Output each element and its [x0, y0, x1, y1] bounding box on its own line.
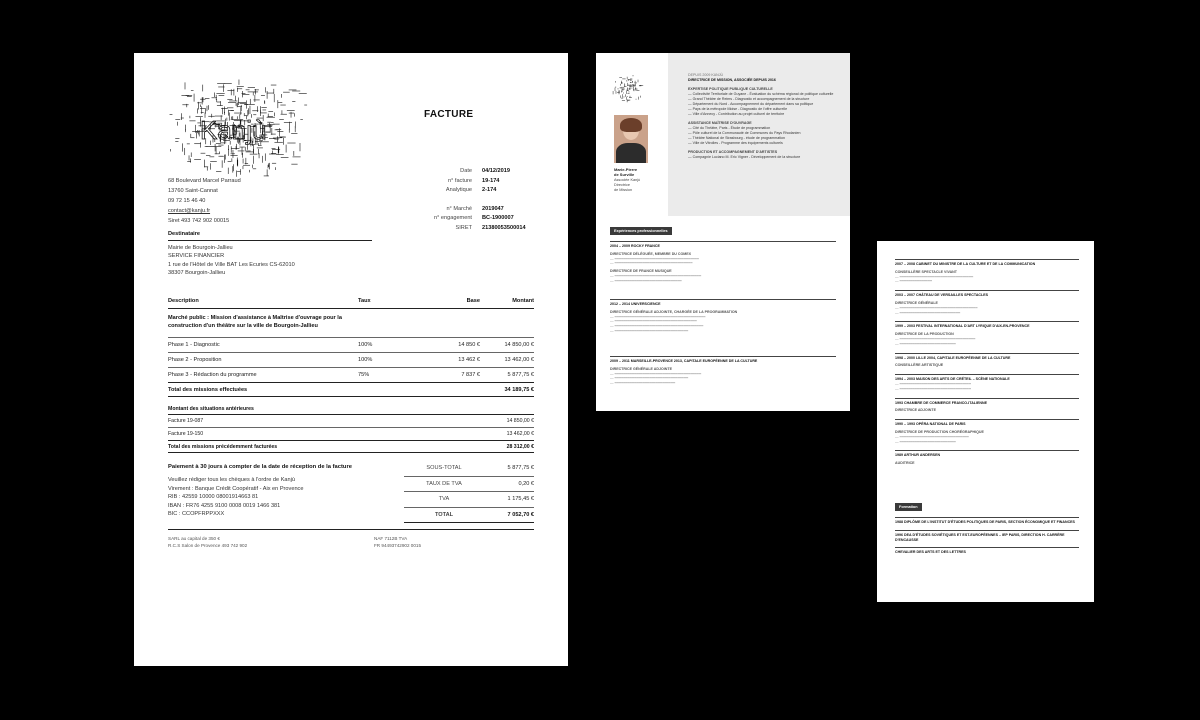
moa-item: — Théâtre National de Strasbourg - étude de programmation	[688, 136, 786, 140]
table-row: Phase 1 - Diagnostic 100% 14 850 € 14 850,00 €	[168, 337, 534, 352]
career-entry: 1998 – 2000 LILLE 2004, CAPITALE EUROPÉENNE DE LA CULTURE	[895, 353, 1079, 361]
footer-tax: NAF 7112B TVA FR 94493742902 0015	[374, 536, 421, 548]
expertise-item: — Ville d'Annecy - Contribution au projet culturel de territoire	[688, 112, 785, 116]
grand-total-row: TOTAL 7 052,70 €	[404, 508, 534, 524]
previous-title: Montant des situations antérieures	[168, 406, 254, 412]
vat-row: TVA 1 175,45 €	[404, 492, 534, 508]
moa-item: — Cité du Théâtre, Paris - Étude de programmation	[688, 126, 771, 130]
recipient-title: Destinataire	[168, 231, 201, 237]
formation-list	[895, 517, 1079, 555]
career-list: 2007 – 2008 CABINET DU MINISTRE DE LA CULTURE ET DE LA COMMUNICATION CONSEILLÈRE SPECTACLE VIVANT — ━━━━━━━━━━━━━━━━━━━━━━━━━━━━━━━━━━ — ━━━━━━━━━━━━━━━ 2003 – 2007 CHÂTEAU DE VERSAILLES SPECTACLES DIRECTRICE GÉNÉRALE — ━━━━━━━━━━━━━━━━━━━━━━━━━━━━━━━━━━━━ — ━━━━━━━━━━━━━━━━━━━━━━━━━━━━ 1999 – 2003 FESTIVAL INTERNATIONAL D'ART LYRIQUE D'AIX-EN-PROVENCE DIRECTRICE DE LA PRODUCTION — ━━━━━━━━━━━━━━━━━━━━━━━━━━━━━━━━━━━ — ━━━━━━━━━━━━━━━━━━━━━━━━━━ 1998 – 2000 LILLE 2004, CAPITALE EUROPÉENNE DE LA CULTURE CONSEILLÈRE ARTISTIQUE 1994 – 2003 MAISON DES ARTS DE CRÉTEIL – SCÈNE NATIONALE — ━━━━━━━━━━━━━━━━━━━━━━━━━━━━━━━━━ — ━━━━━━━━━━━━━━━━━━━━━━━━━━━━━━━━━ 1993 CHAMBRE DE COMMERCE FRANCO-ITALIENNE DIRECTRICE ADJOINTE 1990 – 1993 OPÉRA NATIONAL DE PARIS DIRECTRICE DE PRODUCTION CHORÉGRAPHIQUE — ━━━━━━━━━━━━━━━━━━━━━━━━━━━━━━━━ — ━━━━━━━━━━━━━━━━━━━━━━━━━━ 1989 ARTHUR ANDERSEN AUDITRICE	[895, 259, 1079, 466]
kanju-logo	[164, 73, 314, 183]
cv-page-2	[877, 241, 1094, 602]
payment-title: Paiement à 30 jours à compter de la date de réception de la facture	[168, 464, 352, 470]
items-table	[168, 296, 534, 306]
col-base: Base	[466, 298, 480, 304]
market-description: Marché public : Mission d'assistance à Maîtrise d'ouvrage pour la construction d'un théâtre sur la ville de Bourgoin-Jallieu	[168, 315, 342, 330]
formation-badge: Formation	[895, 503, 922, 511]
subtotal-row: SOUS-TOTAL 5 877,75 €	[404, 461, 534, 477]
table-row: Phase 2 - Proposition 100% 13 462 € 13 462,00 €	[168, 352, 534, 367]
table-row: Facture 19-150 13 462,00 €	[168, 427, 534, 440]
meta-analytic: Analytique 2-174	[445, 187, 497, 193]
meta-invoice-number: n° facture 19-174	[447, 177, 500, 184]
meta-market-number: n° Marché 2019047	[446, 205, 504, 212]
previous-table	[168, 414, 534, 453]
cv-page-1	[596, 53, 850, 411]
moa-title: ASSISTANCE MAÎTRISE D'OUVRAGE	[688, 121, 752, 125]
recipient-address	[168, 244, 295, 278]
col-rate: Taux	[358, 298, 371, 304]
col-description: Description	[168, 298, 199, 304]
footer-company: SARL au capital de 350 € R.C.S Salon de Provence 493 742 902	[168, 536, 248, 548]
invoice-meta	[396, 167, 526, 233]
production-title: PRODUCTION ET ACCOMPAGNEMENT D'ARTISTES	[688, 150, 778, 154]
expertise-item: — Département du Nord - Accompagnement du département dans sa politique	[688, 102, 814, 106]
career-entry: 1989 ARTHUR ANDERSEN	[895, 450, 1079, 458]
formation-entry: CHEVALIER DES ARTS ET DES LETTRES	[895, 547, 1079, 555]
job-entry: 2009 – 2011 MARSEILLE-PROVENCE 2013, CAPITALE EUROPÉENNE DE LA CULTURE DIRECTRICE GÉNÉRALE ADJOINTE — ━━━━━━━━━━━━━━━━━━━━━━━━━━━━━━━━━━━━━━━━ — ━━━━━━━━━━━━━━━━━━━━━━━━━━━━━━━━━━ — ━━━━━━━━━━━━━━━━━━━━━━━━━━━━	[610, 356, 836, 386]
formation-entry: 1996 DEA D'ÉTUDES SOVIÉTIQUES ET EST-EUROPÉENNES – IEP PARIS, DIRECTION H. CARRÈRE D'ENCAUSSE	[895, 530, 1079, 543]
formation-entry: 1988 DIPLÔME DE L'INSTITUT D'ÉTUDES POLITIQUES DE PARIS, SECTION ÉCONOMIQUE ET FINANCES	[895, 517, 1079, 525]
address-phone: 09 72 15 46 40	[168, 198, 206, 204]
sender-address	[168, 176, 241, 226]
recipient-line: Mairie de Bourgoin-Jallieu	[168, 245, 233, 251]
address-street: 68 Boulevard Marcel Parraud	[168, 178, 241, 184]
payment-line: Veuillez rédiger tous les chèques à l'ordre de Kanjù	[168, 477, 296, 483]
meta-commitment-number: n° engagement BC-1900007	[433, 215, 514, 221]
expertise-item: — Pays de la métropole lilloise - Diagnostic de l'offre culturelle	[688, 107, 788, 111]
invoice-page	[134, 53, 568, 666]
expertise-item: — Grand Théâtre de Reims - Diagnostic et accompagnement de la structure	[688, 97, 810, 101]
col-amount: Montant	[512, 298, 534, 304]
divider	[168, 308, 534, 309]
career-entry: 1999 – 2003 FESTIVAL INTERNATIONAL D'ART LYRIQUE D'AIX-EN-PROVENCE	[895, 321, 1079, 329]
career-entry: 1990 – 1993 OPÉRA NATIONAL DE PARIS	[895, 419, 1079, 427]
career-entry: 2007 – 2008 CABINET DU MINISTRE DE LA CULTURE ET DE LA COMMUNICATION	[895, 259, 1079, 267]
address-email-link[interactable]: contact@kanju.fr	[168, 208, 211, 214]
payment-line: BIC : CCOPFRPPXXX	[168, 511, 225, 518]
moa-item: — Ville de Vitrolles - Programme des équipements culturels	[688, 141, 783, 145]
person-role: Associée Kanjù Directrice de Mission	[614, 178, 641, 192]
recipient-line: SERVICE FINANCIER	[168, 253, 225, 260]
recipient-line: 38307 Bourgoin-Jallieu	[168, 270, 226, 277]
expertise-title: EXPERTISE POLITIQUE PUBLIQUE CULTURELLE	[688, 87, 773, 91]
phase-rows	[168, 337, 534, 397]
table-row: Facture 19-087 14 850,00 €	[168, 414, 534, 427]
recipient-line: 1 rue de l'Hôtel de Ville BAT Les Ecuries CS-62010	[168, 261, 295, 268]
table-header	[168, 296, 534, 306]
vat-rate-row: TAUX DE TVA 0,20 €	[404, 477, 534, 493]
moa-item: — Pôle culturel de la Communauté de Communes du Pays Rhodanien	[688, 131, 801, 135]
production-item: — Compagnie Luciano M. Eric Vigner - Développement de la structure	[688, 155, 801, 159]
payment-details	[168, 476, 378, 519]
address-siret: Siret 493 742 902 00015	[168, 218, 230, 224]
payment-line: RIB : 42559 10000 08001914663 81	[168, 494, 259, 501]
previous-total-row: Total des missions précédemment facturées 28 312,00 €	[168, 440, 534, 453]
profile-photo	[614, 115, 648, 163]
expertise-item: — Collectivité Territoriale de Guyane - Évaluation du schéma régional de politique culturelle	[688, 92, 834, 96]
total-missions-row: Total des missions effectuées 34 189,75 €	[168, 382, 534, 397]
address-city: 13760 Saint-Cannat	[168, 188, 218, 194]
divider	[168, 529, 534, 530]
career-entry: 1993 CHAMBRE DE COMMERCE FRANCO-ITALIENNE	[895, 398, 1079, 406]
meta-date: Date 04/12/2019	[460, 168, 510, 174]
meta-spacer	[396, 196, 526, 205]
career-entry: 1994 – 2003 MAISON DES ARTS DE CRÉTEIL – SCÈNE NATIONALE	[895, 374, 1079, 382]
cv-header-text: DEPUIS 2009 KANJÙ DIRECTRICE DE MISSION, ASSOCIÉE DEPUIS 2016 EXPERTISE POLITIQUE PUBLIQUE CULTURELLE — Collectivité Territoriale de Guyane - Évaluation du schéma régional de politique culturelle — Grand Théâtre de Reims - Diagnostic et accompagnement de la structure — Département du Nord - Accompagnement du département dans sa politique — Pays de la métropole lilloise - Diagnostic de l'offre culturelle — Ville d'Annecy - Contribution au projet culturel de territoire ASSISTANCE MAÎTRISE D'OUVRAGE — Cité du Théâtre, Paris - Étude de programmation — Pôle culturel de la Communauté de Communes du Pays Rhodanien — Théâtre National de Strasbourg - étude de programmation — Ville de Vitrolles - Programme des équipements culturels PRODUCTION ET ACCOMPAGNEMENT D'ARTISTES — Compagnie Luciano M. Eric Vigner - Développement de la structure	[688, 73, 838, 160]
experience-badge: Expériences professionnelles	[610, 227, 672, 235]
career-entry: 2003 – 2007 CHÂTEAU DE VERSAILLES SPECTACLES	[895, 290, 1079, 298]
meta-siret: SIRET 21380053500014	[455, 224, 526, 231]
payment-line: Virement : Banque Crédit Coopératif - Aix en Provence	[168, 485, 304, 492]
totals-box	[404, 461, 534, 523]
table-row: Phase 3 - Rédaction du programme 75% 7 837 € 5 877,75 €	[168, 367, 534, 382]
divider	[168, 240, 372, 241]
invoice-title: FACTURE	[424, 109, 474, 120]
job-entry: 2004 – 2009 ROCKY FRANCE DIRECTRICE DÉLÉGUÉE, MEMBRE DU COMEX — ━━━━━━━━━━━━━━━━━━━━━━━━━━━━━━━━━━━━━━━ — ━━━━━━━━━━━━━━━━━━━━━━━━━━━━━━━━━━━━ DIRECTRICE DE FRANCE MUSIQUE — ━━━━━━━━━━━━━━━━━━━━━━━━━━━━━━━━━━━━━━━━ — ━━━━━━━━━━━━━━━━━━━━━━━━━━━━━━━	[610, 241, 836, 284]
logo-wordmark: Kanjù	[200, 115, 267, 145]
person-name: Marie-Pierre de Surville	[614, 167, 638, 177]
payment-line: IBAN : FR76 4255 9100 0008 0019 1466 381	[168, 502, 281, 509]
kanju-logo-small	[612, 71, 644, 107]
job-entry: 2012 – 2014 UNIVERSCIENCE DIRECTRICE GÉNÉRALE ADJOINTE, CHARGÉE DE LA PROGRAMMATION — ━━━━━━━━━━━━━━━━━━━━━━━━━━━━━━━━━━━━━━━━━━ — ━━━━━━━━━━━━━━━━━━━━━━━━━━━━━━━━━━━━━━ — ━━━━━━━━━━━━━━━━━━━━━━━━━━━━━━━━━━━━━━━━━ — ━━━━━━━━━━━━━━━━━━━━━━━━━━━━━━━━━━	[610, 299, 836, 334]
